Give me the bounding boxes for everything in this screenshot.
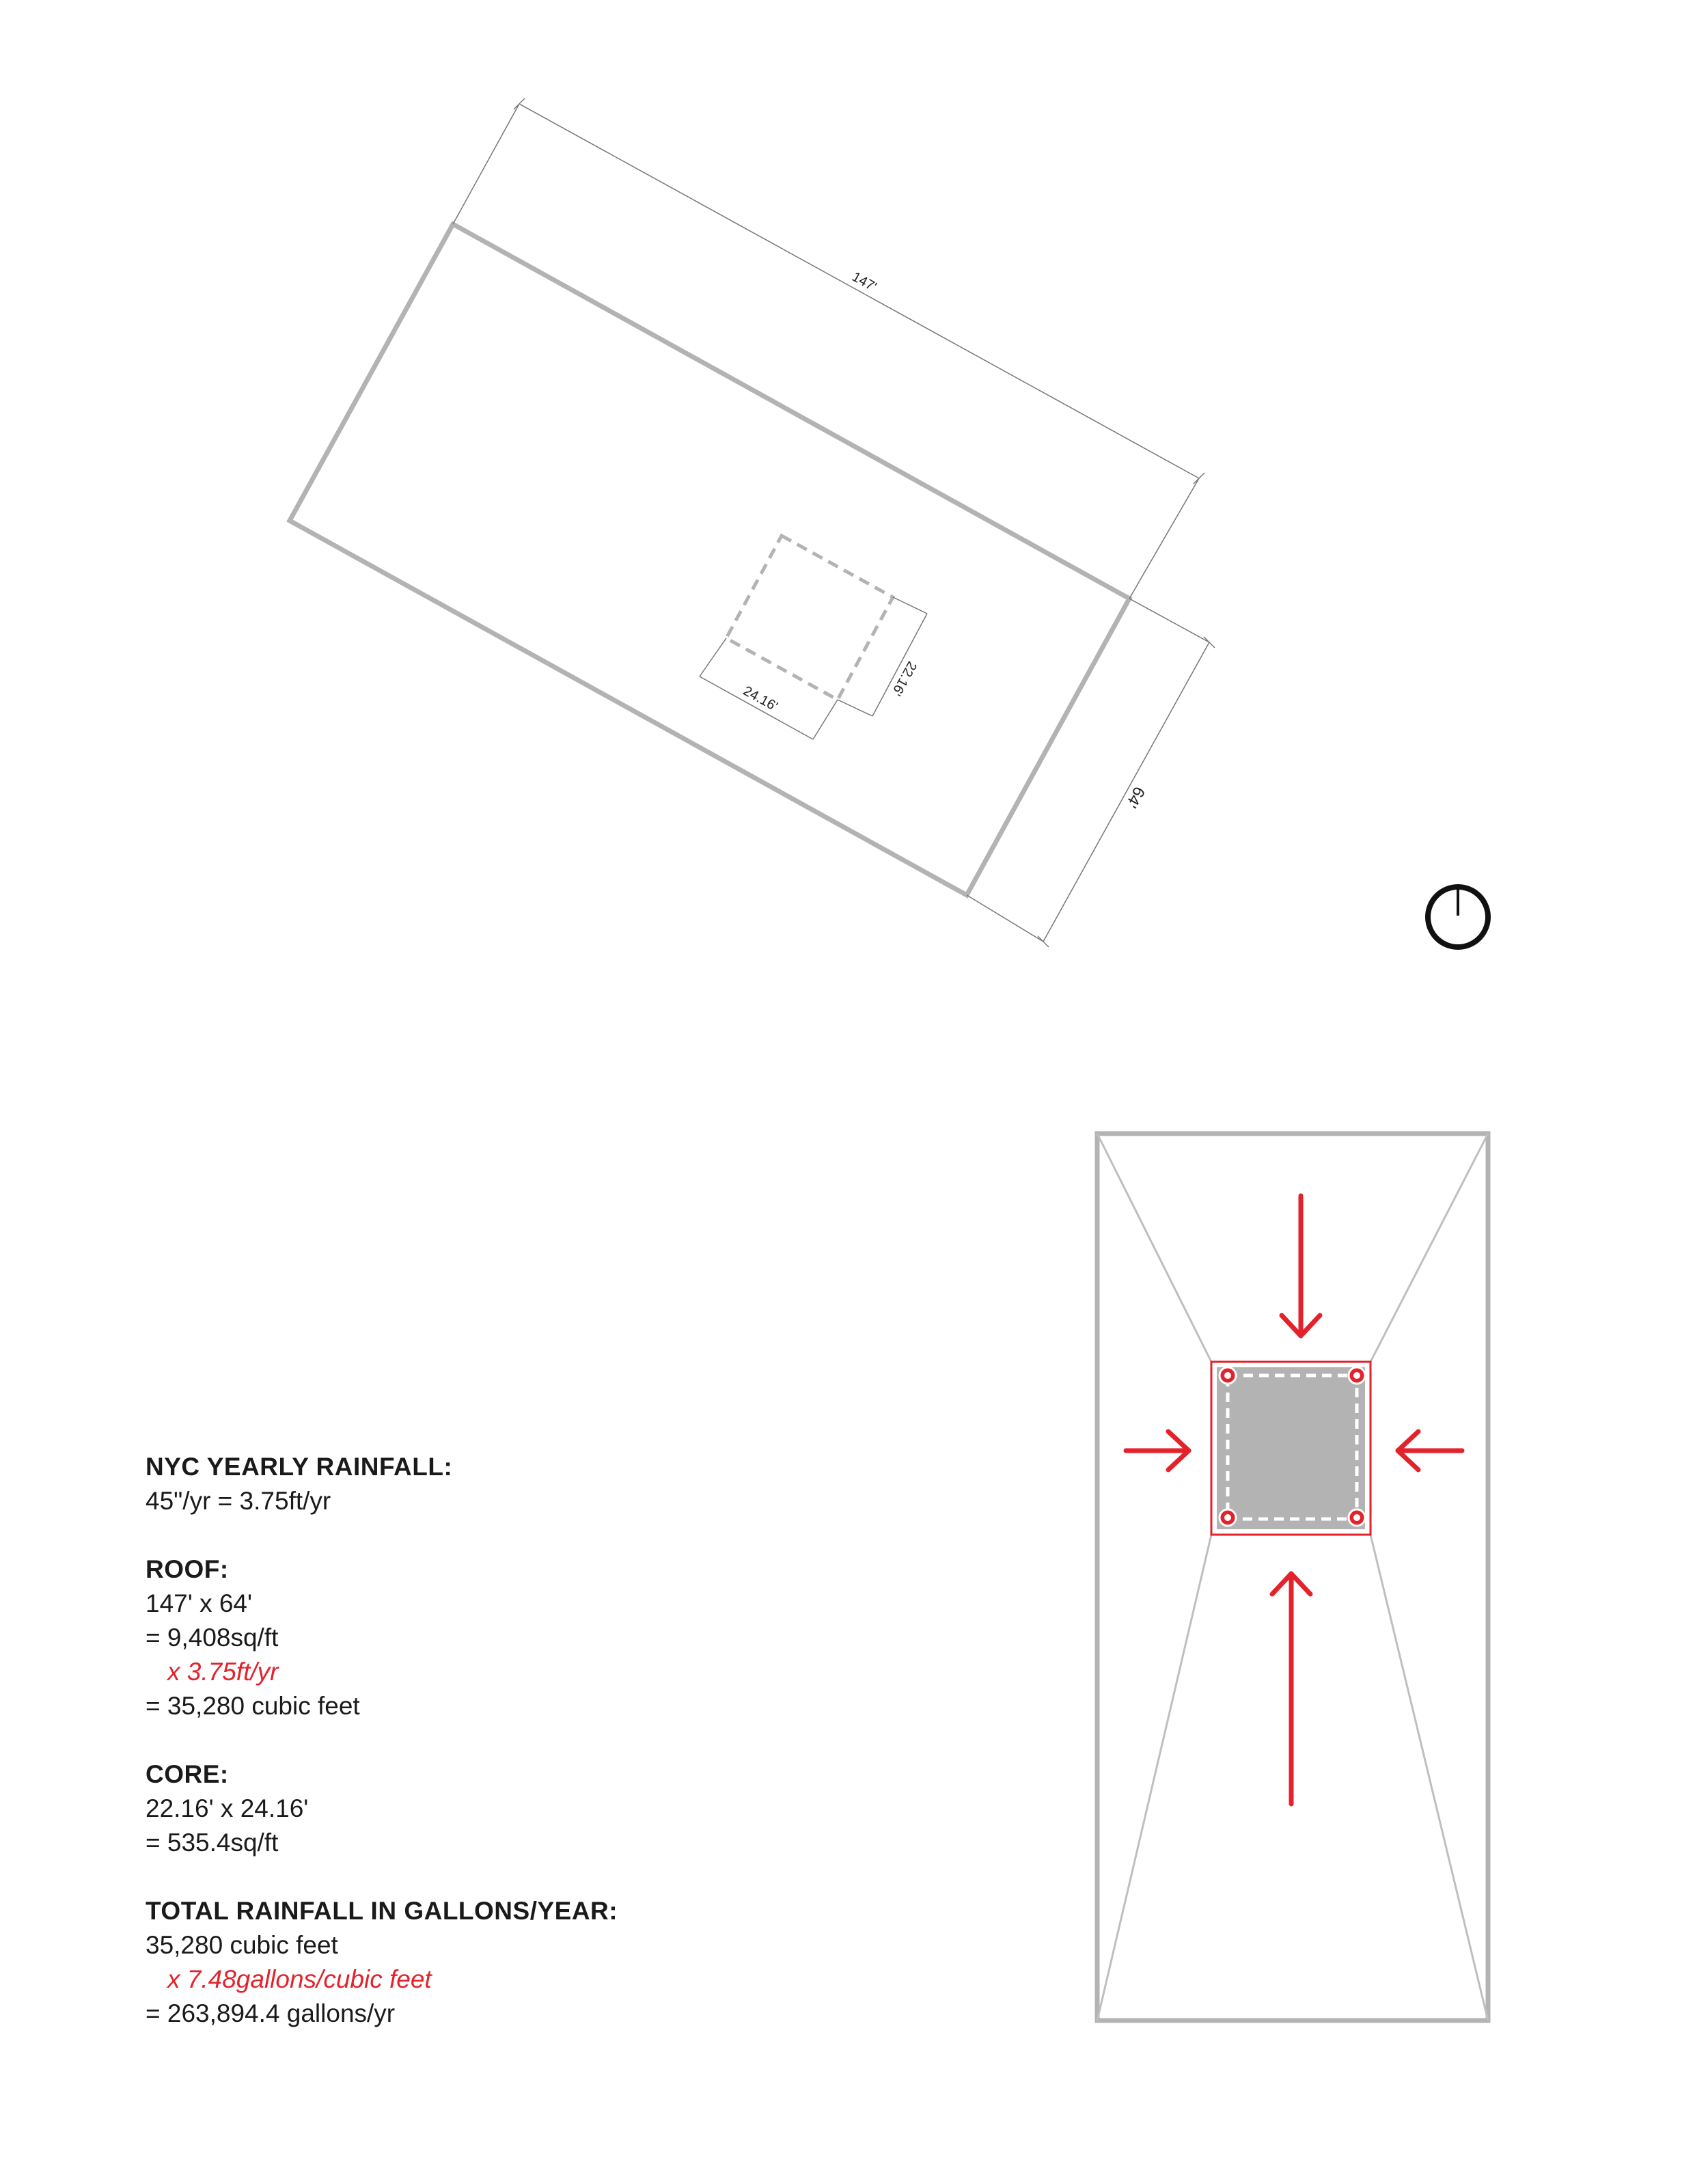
roof-length-dimension xyxy=(453,98,1204,599)
north-arrow-icon xyxy=(1428,887,1488,947)
rainfall-heading: NYC YEARLY RAINFALL: xyxy=(146,1453,453,1481)
roof-multiplier: x 3.75ft/yr xyxy=(167,1658,279,1686)
drain-icon xyxy=(1349,1367,1365,1384)
total-multiplier: x 7.48gallons/cubic feet xyxy=(167,1965,432,1993)
roof-dimensions: 147' x 64' xyxy=(146,1589,253,1617)
roof-volume: = 35,280 cubic feet xyxy=(146,1692,360,1720)
core-area: = 535.4sq/ft xyxy=(146,1829,279,1857)
core-fill xyxy=(1217,1367,1365,1529)
core-heading: CORE: xyxy=(146,1760,229,1788)
core-outline xyxy=(726,536,893,700)
roof-length-label: 147' xyxy=(849,269,879,295)
roof-width-dimension xyxy=(967,599,1215,947)
total-volume: 35,280 cubic feet xyxy=(146,1931,338,1959)
core-width-label: 24.16' xyxy=(741,683,780,715)
total-result: = 263,894.4 gallons/yr xyxy=(146,1999,396,2027)
flow-arrow-left-icon xyxy=(1398,1432,1462,1470)
site-plan xyxy=(290,98,1215,947)
rainfall-calculations xyxy=(146,1450,618,2031)
core-dimensions: 22.16' x 24.16' xyxy=(146,1794,309,1822)
flow-arrow-right-icon xyxy=(1126,1432,1189,1470)
drain-icon xyxy=(1220,1367,1236,1384)
roof-area: = 9,408sq/ft xyxy=(146,1624,279,1652)
total-heading: TOTAL RAINFALL IN GALLONS/YEAR: xyxy=(146,1897,618,1925)
flow-arrow-up-icon xyxy=(1272,1574,1310,1804)
roof-width-label: 64' xyxy=(1122,783,1148,811)
drain-icon xyxy=(1349,1509,1365,1526)
core-depth-label: 22.16' xyxy=(888,659,920,698)
roof-outline xyxy=(290,224,1129,895)
drainage-diagram xyxy=(1097,1134,1488,2021)
roof-heading: ROOF: xyxy=(146,1555,229,1583)
flow-arrow-down-icon xyxy=(1282,1196,1320,1336)
drain-icon xyxy=(1220,1509,1236,1526)
rainfall-value: 45"/yr = 3.75ft/yr xyxy=(146,1487,331,1515)
